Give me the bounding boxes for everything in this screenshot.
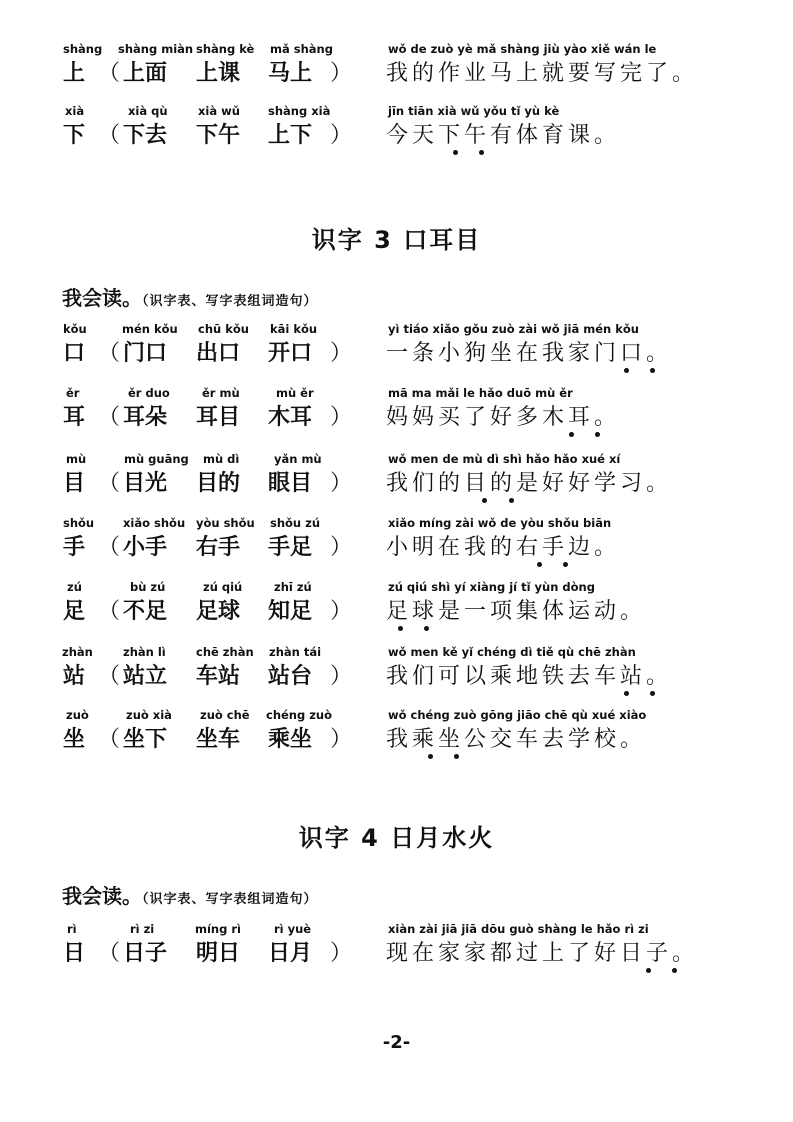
sentence-pinyin: mā ma mǎi le hǎo duō mù ěr — [388, 386, 573, 400]
word-pinyin: yǎn mù — [274, 452, 322, 466]
word-pinyin: rì yuè — [274, 922, 312, 936]
close-paren: ） — [330, 599, 353, 624]
open-paren: （ — [98, 405, 121, 430]
open-paren: （ — [98, 599, 121, 624]
example-sentence: 足球是一项集体运动。 — [386, 599, 647, 624]
word-pinyin: chū kǒu — [198, 322, 249, 336]
emphasis-dot — [454, 754, 459, 759]
example-sentence: 我的作业马上就要写完了。 — [386, 61, 699, 86]
instruction-note: （识字表、写字表组词造句） — [142, 892, 318, 907]
emphasis-dot — [624, 368, 629, 373]
table-row — [0, 580, 793, 642]
close-paren: ） — [330, 123, 353, 148]
sentence-pinyin: jīn tiān xià wǔ yǒu tǐ yù kè — [388, 104, 560, 118]
word: 站台 — [268, 664, 313, 689]
word: 木耳 — [268, 405, 313, 430]
word: 足球 — [196, 599, 241, 624]
word: 出口 — [196, 341, 241, 366]
close-paren: ） — [330, 664, 353, 689]
word-pinyin: mù guāng — [124, 452, 189, 466]
emphasis-dot — [398, 626, 403, 631]
head-pinyin: xià — [65, 104, 85, 118]
head-pinyin: zhàn — [62, 645, 93, 659]
head-character: 足 — [63, 599, 86, 624]
emphasis-dot — [650, 368, 655, 373]
open-paren: （ — [98, 727, 121, 752]
instruction — [62, 880, 318, 909]
example-sentence: 我们的目的是好好学习。 — [386, 471, 673, 496]
head-pinyin: zuò — [66, 708, 89, 722]
word-pinyin: yòu shǒu — [196, 516, 255, 530]
word-pinyin: xiǎo shǒu — [123, 516, 186, 530]
word: 下去 — [123, 123, 168, 148]
table-row — [0, 452, 793, 514]
word: 目光 — [123, 471, 168, 496]
close-paren: ） — [330, 61, 353, 86]
table-row — [0, 922, 793, 984]
sentence-pinyin: wǒ men de mù dì shì hǎo hǎo xué xí — [388, 452, 621, 466]
head-pinyin: shàng — [63, 42, 103, 56]
word: 下午 — [196, 123, 241, 148]
emphasis-dot — [424, 626, 429, 631]
head-pinyin: rì — [67, 922, 77, 936]
emphasis-dot — [624, 691, 629, 696]
sentence-pinyin: yì tiáo xiǎo gǒu zuò zài wǒ jiā mén kǒu — [388, 322, 639, 336]
word-pinyin: mù dì — [203, 452, 240, 466]
word-pinyin: zhī zú — [274, 580, 312, 594]
close-paren: ） — [330, 341, 353, 366]
instruction-note: （识字表、写字表组词造句） — [142, 294, 318, 309]
word-pinyin: chéng zuò — [266, 708, 333, 722]
sentence-pinyin: xiàn zài jiā jiā dōu guò shàng le hǎo rì zi — [388, 922, 649, 936]
word-pinyin: zú qiú — [203, 580, 243, 594]
head-pinyin: kǒu — [63, 322, 87, 336]
head-pinyin: zú — [67, 580, 82, 594]
head-pinyin: mù — [66, 452, 87, 466]
table-row — [0, 42, 793, 104]
emphasis-dot — [672, 968, 677, 973]
emphasis-dot — [595, 432, 600, 437]
table-row — [0, 708, 793, 770]
sentence-pinyin: wǒ de zuò yè mǎ shàng jiù yào xiě wán le — [388, 42, 657, 56]
word: 右手 — [196, 535, 241, 560]
word: 日月 — [268, 941, 313, 966]
word: 眼目 — [268, 471, 313, 496]
word-pinyin: zuò xià — [126, 708, 172, 722]
instruction-text: 我会读。 — [62, 884, 142, 908]
close-paren: ） — [330, 727, 353, 752]
open-paren: （ — [98, 664, 121, 689]
instruction-text: 我会读。 — [62, 286, 142, 310]
word-pinyin: zhàn lì — [123, 645, 166, 659]
head-character: 上 — [63, 61, 86, 86]
example-sentence: 妈妈买了好多木耳。 — [386, 405, 621, 430]
word-pinyin: bù zú — [130, 580, 166, 594]
word-pinyin: zuò chē — [200, 708, 250, 722]
word-pinyin: shàng miàn — [118, 42, 194, 56]
head-character: 日 — [63, 941, 86, 966]
head-character: 手 — [63, 535, 86, 560]
emphasis-dot — [646, 968, 651, 973]
open-paren: （ — [98, 123, 121, 148]
word-pinyin: xià wǔ — [198, 104, 240, 118]
head-character: 站 — [63, 664, 86, 689]
head-character: 口 — [63, 341, 86, 366]
instruction — [62, 282, 318, 311]
close-paren: ） — [330, 535, 353, 560]
table-row — [0, 645, 793, 707]
word-pinyin: ěr duo — [128, 386, 170, 400]
word-pinyin: xià qù — [128, 104, 168, 118]
open-paren: （ — [98, 471, 121, 496]
emphasis-dot — [563, 562, 568, 567]
word: 车站 — [196, 664, 241, 689]
word: 开口 — [268, 341, 313, 366]
word-pinyin: rì zi — [130, 922, 155, 936]
word: 耳朵 — [123, 405, 168, 430]
table-row — [0, 322, 793, 384]
open-paren: （ — [98, 941, 121, 966]
word-pinyin: ěr mù — [202, 386, 240, 400]
head-pinyin: ěr — [66, 386, 80, 400]
word: 站立 — [123, 664, 168, 689]
word: 坐下 — [123, 727, 168, 752]
example-sentence: 现在家家都过上了好日子。 — [386, 941, 699, 966]
word: 马上 — [268, 61, 313, 86]
emphasis-dot — [509, 498, 514, 503]
open-paren: （ — [98, 61, 121, 86]
table-row — [0, 104, 793, 166]
word: 耳目 — [196, 405, 241, 430]
word: 上课 — [196, 61, 241, 86]
word-pinyin: mén kǒu — [122, 322, 178, 336]
close-paren: ） — [330, 941, 353, 966]
emphasis-dot — [537, 562, 542, 567]
word: 坐车 — [196, 727, 241, 752]
word: 小手 — [123, 535, 168, 560]
table-row — [0, 386, 793, 448]
close-paren: ） — [330, 471, 353, 496]
head-character: 下 — [63, 123, 86, 148]
example-sentence: 一条小狗坐在我家门口。 — [386, 341, 673, 366]
emphasis-dot — [428, 754, 433, 759]
emphasis-dot — [569, 432, 574, 437]
word-pinyin: kāi kǒu — [270, 322, 318, 336]
section-title: 识字 4 日月水火 — [298, 824, 495, 852]
word-pinyin: zhàn tái — [269, 645, 322, 659]
word: 目的 — [196, 471, 241, 496]
section-title: 识字 3 口耳目 — [311, 226, 482, 254]
open-paren: （ — [98, 535, 121, 560]
word-pinyin: mǎ shàng — [270, 42, 333, 56]
sentence-pinyin: wǒ men kě yǐ chéng dì tiě qù chē zhàn — [388, 645, 636, 659]
word: 日子 — [123, 941, 168, 966]
example-sentence: 小明在我的右手边。 — [386, 535, 621, 560]
head-character: 目 — [63, 471, 86, 496]
word-pinyin: shǒu zú — [270, 516, 321, 530]
word-pinyin: míng rì — [195, 922, 241, 936]
head-pinyin: shǒu — [63, 516, 95, 530]
word: 知足 — [268, 599, 313, 624]
word-pinyin: mù ěr — [276, 386, 314, 400]
word-pinyin: shàng kè — [196, 42, 255, 56]
sentence-pinyin: xiǎo míng zài wǒ de yòu shǒu biān — [388, 516, 612, 530]
word: 不足 — [123, 599, 168, 624]
close-paren: ） — [330, 405, 353, 430]
word: 上下 — [268, 123, 313, 148]
example-sentence: 今天下午有体育课。 — [386, 123, 621, 148]
emphasis-dot — [650, 691, 655, 696]
sentence-pinyin: zú qiú shì yí xiàng jí tǐ yùn dòng — [388, 580, 595, 594]
open-paren: （ — [98, 341, 121, 366]
head-character: 坐 — [63, 727, 86, 752]
example-sentence: 我们可以乘地铁去车站。 — [386, 664, 673, 689]
head-character: 耳 — [63, 405, 86, 430]
page-number: -2- — [382, 1032, 411, 1053]
word: 门口 — [123, 341, 168, 366]
word: 上面 — [123, 61, 168, 86]
word: 明日 — [196, 941, 241, 966]
word-pinyin: chē zhàn — [196, 645, 254, 659]
table-row — [0, 516, 793, 578]
emphasis-dot — [482, 498, 487, 503]
emphasis-dot — [479, 150, 484, 155]
word: 手足 — [268, 535, 313, 560]
word-pinyin: shàng xià — [268, 104, 331, 118]
example-sentence: 我乘坐公交车去学校。 — [386, 727, 647, 752]
emphasis-dot — [453, 150, 458, 155]
word: 乘坐 — [268, 727, 313, 752]
sentence-pinyin: wǒ chéng zuò gōng jiāo chē qù xué xiào — [388, 708, 647, 722]
